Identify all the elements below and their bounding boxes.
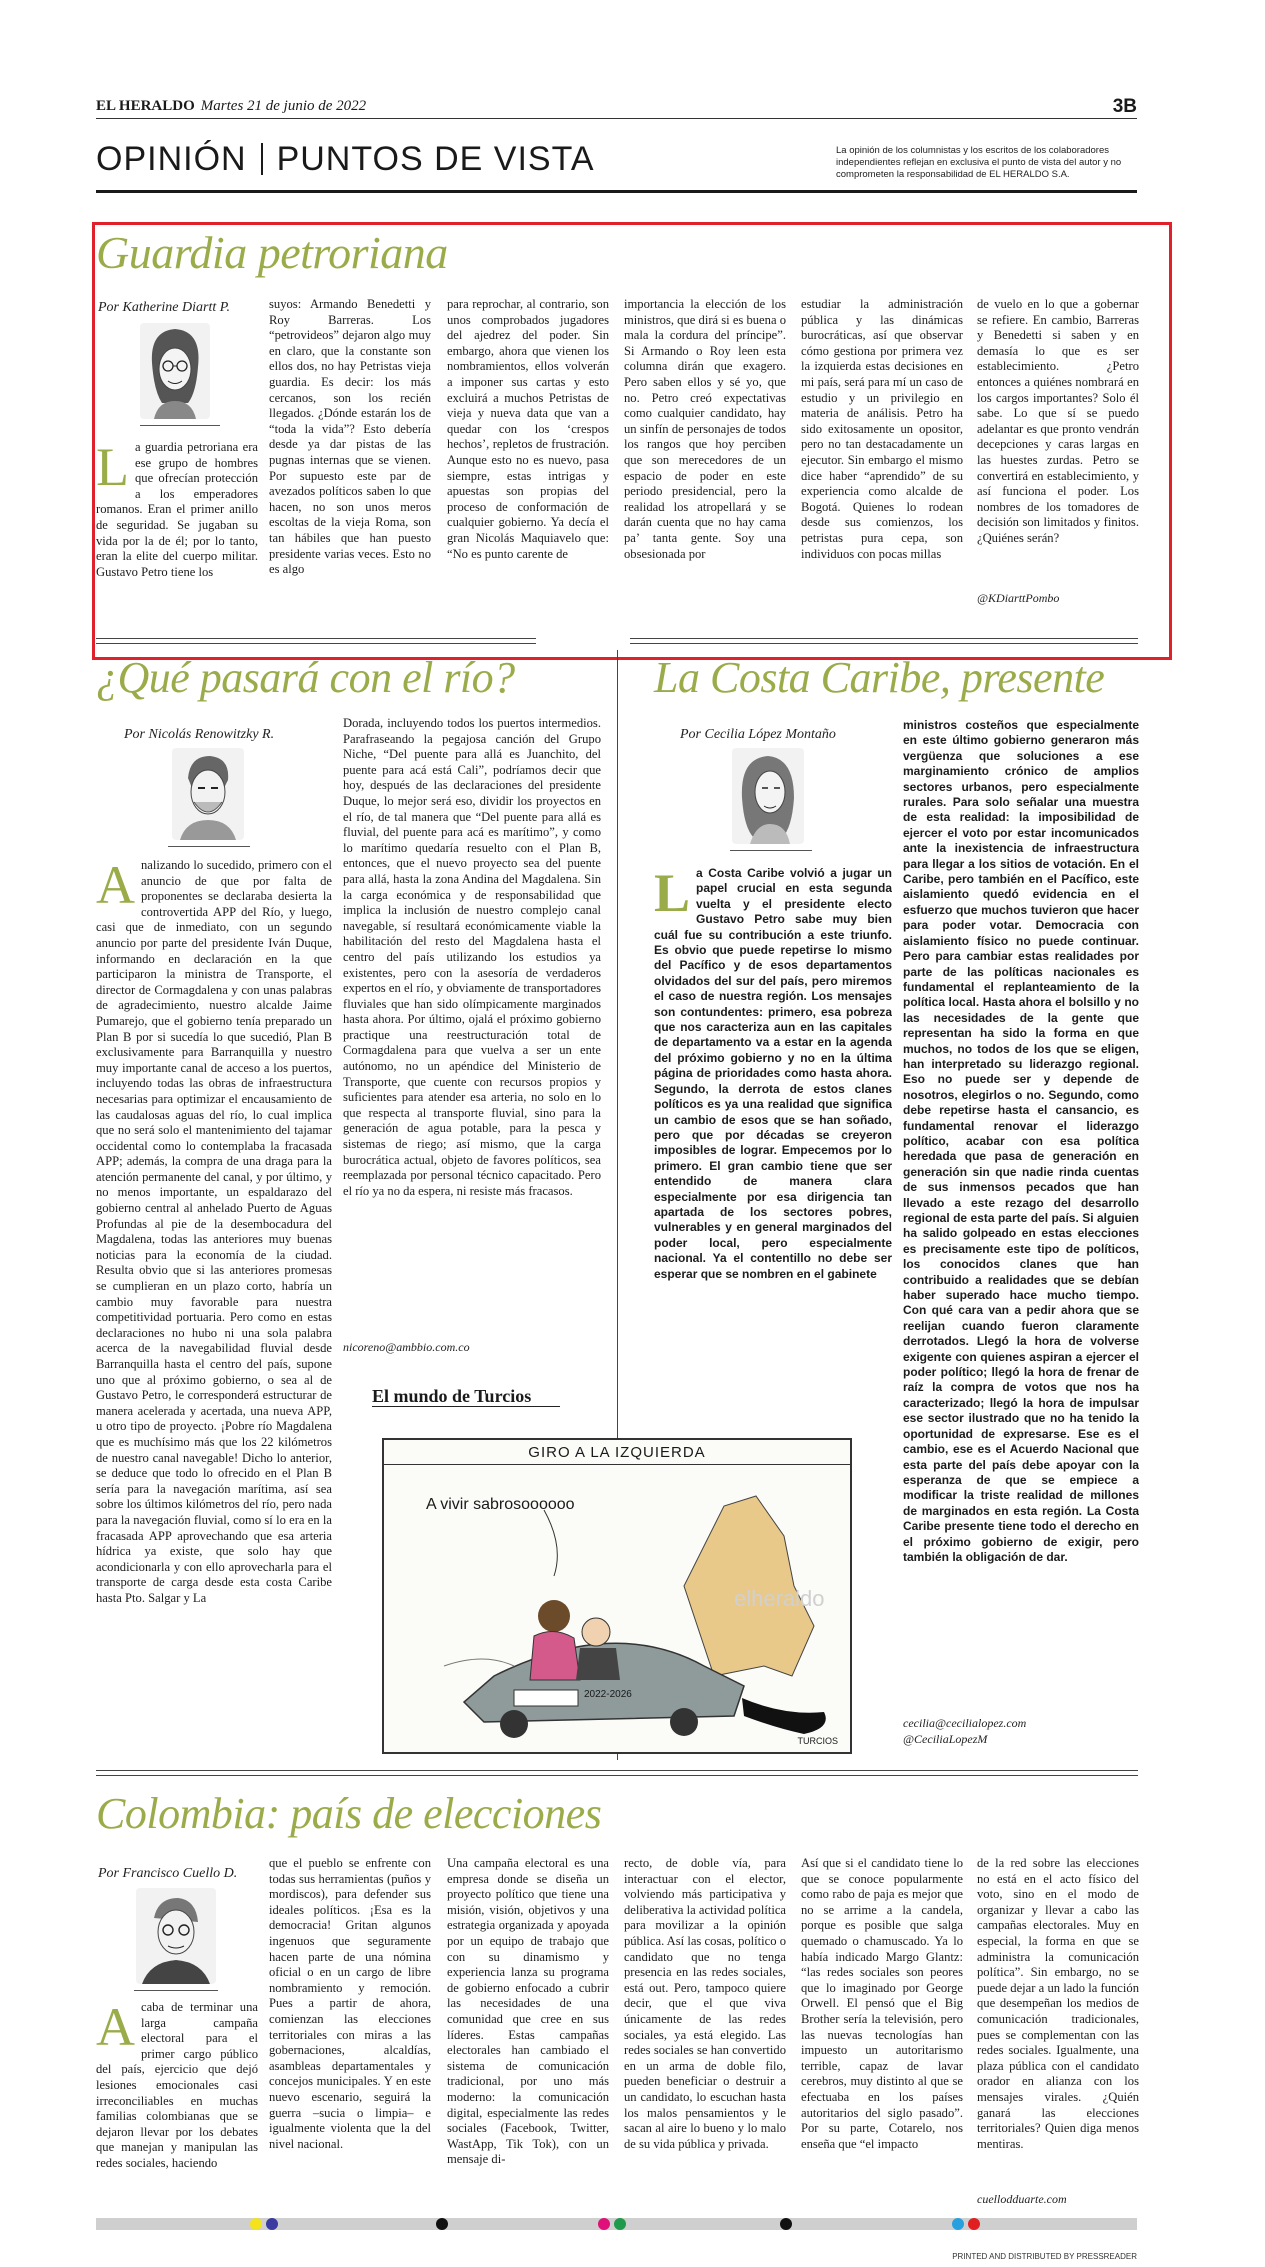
registration-dot-green xyxy=(614,2218,626,2230)
article1-col2: suyos: Armando Benedetti y Roy Barreras. Los “petrovideos” dejaron algo muy en claro, que la constante son ellos dos, no hay Petristas vieja guardia. Es decir: los más cercanos, son los recién llegados. ¿Dónde estarán los de “toda la vida”? Esto debería desde ya dar pistas de las pugnas internas que se vienen. Por supuesto este par de avezados políticos saben lo que hacen, no son unos meros escoltas de la vieja Roma, son tan hábiles que han puesto presidente varias veces. Esto no es algo xyxy=(269,297,431,577)
article2-byline-rule xyxy=(168,846,250,847)
article3-byline-rule xyxy=(730,850,812,851)
color-registration-bar xyxy=(96,2218,1137,2230)
article4-dropcap: A xyxy=(96,2000,135,2057)
article4-author-portrait xyxy=(136,1888,216,1984)
article4-col5: Así que si el candidato tiene lo que se conoce popularmente como rabo de paja es mejor que no se arrime a la candela, porque es posible que salga quemado o chamuscado. Ya lo había indicado Margo Glantz: “las redes sociales son peores que lo imaginado por George Orwell. El pensó que el Big Brother sería la televisión, pero las nuevas tecnologías han impuesto un autoritarismo terrible, capaz de lavar cerebros, muy distinto al que se efectuaba en los países autoritarios del siglo pasado”. Por su parte, Cotarelo, nos enseña que “el impacto xyxy=(801,1856,963,2151)
article4-byline: Por Francisco Cuello D. xyxy=(98,1866,238,1881)
article4-title: Colombia: país de elecciones xyxy=(96,1789,602,1838)
article3-end-rule xyxy=(96,1770,1138,1776)
article3-byline: Por Cecilia López Montaño xyxy=(680,727,836,742)
article4-col3: Una campaña electoral es una empresa donde se diseña un proyecto político que tiene una misión, visión, objetivos y una estrategia organizada y apoyada por un equipo de trabajo que con su dinamismo y experiencia lanza su programa de gobierno enfocado a cubrir las necesidades de una comunidad que cree en sus líderes. Estas campañas electorales han cambiado el sistema de comunicación tradicional, por uno más moderno: la comunicación digital, especialmente las redes sociales (Facebook, Twitter, WastApp, Tik Tok), con un mensaje di- xyxy=(447,1856,609,2167)
article1-byline: Por Katherine Diartt P. xyxy=(98,300,230,315)
disclaimer: La opinión de los columnistas y los escritos de los colaboradores independientes reflejan en exclusiva el punto de vista del autor y no comprometen la responsabilidad de EL HERALDO S.A. xyxy=(836,145,1122,180)
article2-title: ¿Qué pasará con el río? xyxy=(96,653,515,702)
article2-col2: Dorada, incluyendo todos los puertos intermedios. Parafraseando la pegajosa canción del Grupo Niche, “Del puente para allá es Juanchito, del puente para acá está Cali”, podríamos decir que hoy, después de las declaraciones del presidente Duque, lo mejor será eso, dividir los proyectos en el río, de tal manera que “Del puente para allá es fluvial, del puente para acá es marítimo”, y como lo marítimo quedaría resuelto con el Plan B, entonces, que el nuevo proyecto sea del puente para allá, hasta la zona Andina del Magdalena. Sin la carga económica y de responsabilidad que implica la inclusión de nuestro complejo canal navegable, sí resultará económicamente viable la habilitación del resto del Magdalena hasta el centro del país utilizando los estudios ya existentes, pero con la asesoría de verdaderos expertos en el río, y obviamente de transportadores fluviales que han sido olímpicamente marginados hasta ahora. Por último, ojalá el próximo gobierno practique una reestructuración total de Cormagdalena para que vuelva a ser un ente autónomo, no un apéndice del Ministerio de Transporte, que cuente con recursos propios y suficientes para atender esa arteria, no solo en lo que respecta al transporte fluvial, sino para la generación de agua potable, para la pesca y sistemas de riego; así mismo, que la carga burocrática actual, objeto de favores políticos, sea reemplazada por personal técnico capacitado. Pero el río ya no da espera, ni resiste más fracasos. xyxy=(343,716,601,1198)
section-puntos: PUNTOS DE VISTA xyxy=(276,140,595,178)
article1-col1: La guardia petroriana era ese grupo de hombres que ofrecían protección a los emperadores romanos. Eran el primer anillo de seguridad. Se jugaban su vida por la de él; por lo tanto, eran la elite del cuerpo militar. Gustavo Petro tiene los xyxy=(96,440,258,579)
article3-email: cecilia@cecilialopez.com xyxy=(903,1716,1027,1730)
cartoon-watermark: elheraldo xyxy=(734,1586,825,1611)
article1-col5: estudiar la administración pública y las dinámicas burocráticas, así que observar cómo gestiona por primera vez la izquierda estas decisiones en mi país, será para mí un caso de estudio y un privilegio en materia de análisis. Petro ha sido exitosamente un opositor, pero no tan destacadamente un ejecutor. Sin embargo el mismo dice haber “aprendido” de su experiencia como alcalde de Bogotá. Quienes lo rodean desde sus comienzos, los petristas pura cepa, son individuos con pocas millas xyxy=(801,297,963,561)
article1-author-portrait xyxy=(140,323,210,419)
registration-dot-black-2 xyxy=(780,2218,792,2230)
article4-email: cuellodduarte.com xyxy=(977,2192,1067,2206)
article1-title: Guardia petroriana xyxy=(96,227,448,278)
article3-title: La Costa Caribe, presente xyxy=(654,653,1105,702)
article4-col4: recto, de doble vía, para interactuar con el elector, volviendo más participativa y deliberativa la actividad política para movilizar a la opinión pública. Así las cosas, político o candidato que no tenga presencia en las redes sociales, está out. Pero, tampoco quiere decir, que el que viva únicamente de las redes sociales, ya está elegido. Las redes sociales se han convertido en un arma de doble filo, pueden beneficiar o destruir a un candidato, lo escuchan hasta los malos pensamientos y le sacan al aire lo bueno y lo malo de su vida pública y privada. xyxy=(624,1856,786,2151)
article3-dropcap: L xyxy=(654,866,691,923)
cartoon-plate: 2022-2026 xyxy=(584,1689,632,1700)
article4-col6: de la red sobre las elecciones no está en el acto físico del voto, sino en el modo de organizar y llevar a cabo las campañas electorales. Muy en especial, la forma en que se administra la comunicación política”. Sin embargo, no se puede dejar a un lado la función que desempeñan los medios de comunicación tradicionales, pues se complementan con las redes sociales. Igualmente, una plaza pública con el candidato orador en alianza con los mensajes virales. ¿Quién ganará las elecciones territoriales? Quien diga menos mentiras. xyxy=(977,1856,1139,2151)
issue-date: Martes 21 de junio de 2022 xyxy=(200,98,367,114)
cartoon-title-rule xyxy=(372,1406,560,1407)
article1-col4: importancia la elección de los ministros, que dirá si es buena o mala la cordura del príncipe”. Si Armando o Roy leen esta columna dirán que exagero. Pero saben ellos y sé yo, que no. Petro creó expectativas como cualquier candidato, hay un sinfín de personajes de todos los rangos que hoy perciben que son merecedores de un espacio de poder en este periodo presidencial, pero la realidad los atropellará y se darán cuenta que no hay cama pa’ tanta gente. Soy una obsesionada por xyxy=(624,297,786,561)
masthead xyxy=(96,98,366,115)
article2-byline: Por Nicolás Renowitzky R. xyxy=(124,727,275,742)
pressreader-notice: PRINTED AND DISTRIBUTED BY PRESSREADER xyxy=(952,2252,1137,2261)
cartoon-speech: A vivir sabrosoooooo xyxy=(426,1496,575,1513)
article4-col2: que el pueblo se enfrente con todas sus herramientas (puños y mordiscos), para defender sus ideales políticos. ¡Esa es la democracia! Gritan algunos ingenuos que seguramente hacen parte de una nómina oficial o en un cargo de libre nombramiento y remoción. Pues a partir de ahora, comienzan las elecciones territoriales con miras a las gobernaciones, alcaldías, asambleas departamentales y concejos municipales. Y en este nuevo escenario, seguirá la guerra –sucia o limpia– e igualmente violenta que la del nivel nacional. xyxy=(269,1856,431,2151)
top-rule xyxy=(96,118,1137,119)
registration-dot-black xyxy=(436,2218,448,2230)
cartoon-caption-rule xyxy=(384,1464,850,1465)
paper-name: EL HERALDO xyxy=(96,98,195,114)
article1-end-rule-left xyxy=(96,638,536,644)
article4-byline-rule xyxy=(134,1990,218,1991)
registration-dot-blue xyxy=(266,2218,278,2230)
registration-dot-yellow xyxy=(250,2218,262,2230)
section-rule xyxy=(96,190,1137,193)
article4-col1: Acaba de terminar una larga campaña electoral para el primer cargo público del país, ejercicio que dejó lesiones emocionales casi irreconciliables en muchas familias colombianas que se dejaron llevar por los debates que manejan y manipulan las redes sociales, haciendo xyxy=(96,2000,258,2170)
registration-dot-cyan xyxy=(952,2218,964,2230)
article2-author-portrait xyxy=(172,748,244,840)
article1-handle: @KDiarttPombo xyxy=(977,591,1060,605)
article1-byline-rule xyxy=(140,425,220,426)
article1-col3: para reprochar, al contrario, son unos comprobados jugadores del ajedrez del poder. Sin embargo, ahora que vienen los nombramientos, ellos volverán a imponer sus cartas y esto excluirá a muchos Petristas de vieja y nueva data que van a quedar con los ‘crespos hechos’, repletos de frustración. Aunque esto no es nuevo, pasa siempre, estas intrigas y apuestas son propias del proceso de conformación de cualquier gobierno. Ya decía el gran Nicolás Maquiavelo que: “No es punto carente de xyxy=(447,297,609,561)
registration-dot-magenta xyxy=(598,2218,610,2230)
cartoon xyxy=(382,1438,852,1754)
page-number: 3B xyxy=(1112,96,1137,117)
article3-col2: ministros costeños que especialmente en este último gobierno generaron más vergüenza que soluciones a ese marginamiento crónico de amplios sectores urbanos, pero especialmente rurales. Para solo señalar una muestra de esta realidad: la imposibilidad de ejercer el voto por estar incomunicados ante la inexistencia de infraestructura para llegar a los sitios de votación. En el Caribe, pero también en el Pacífico, este aislamiento quedó evidencia en el esfuerzo que muchos tuvieron que hacer para poder votar. Democracia con aislamiento físico no puede continuar. Pero para cambiar estas realidades por parte de las políticas nacionales es fundamental el replanteamiento de la política local. Hasta ahora el bolsillo y no las necesidades de la gente que representan ha sido la forma en que muchos, no todos de los que se eligen, han interpretado su liderazgo regional. Eso no puede ser y depende de nosotros, elegirlos o no. Segundo, como debe repetirse hasta el cansancio, es fundamental renovar el liderazgo político, acabar con esa política heredada que pasa de generación en generación sin que nadie rinda cuentas de sus inmensos pecados que han llevado a este rezago del desarrollo regional de esta parte del país. Si alguien ha salido golpeado en estas elecciones es precisamente este tipo de políticos, los conocidos clanes que han contribuido a realidades que se debían haber superado hace mucho tiempo. Con qué cara van a pedir ahora que se reelijan cuando fueron claramente derrotados. Llegó la hora de volverse exigente con quienes aspiran a ejercer el poder político; llegó la hora de frenar de raíz la compra de votos que nos ha caracterizado; llegó la hora de impulsar ese sector ilustrado que no ha tenido la oportunidad de expresarse. Ese es el cambio, ese es el Acuerdo Nacional que esta parte del país debe apoyar con la esperanza de que se empiece a modificar la triste realidad de millones de marginados en esta región. La Costa Caribe presente tiene todo el derecho en el próximo gobierno de exigir, pero también la obligación de dar. xyxy=(903,718,1139,1564)
article3-col1: La Costa Caribe volvió a jugar un papel crucial en esta segunda vuelta y el presidente electo Gustavo Petro sabe muy bien cuál fue su contribución a este triunfo. Es obvio que puede repetirse lo mismo del Pacífico y de esos departamentos olvidados del sur del país, pero miremos el caso de nuestra región. Los mensajes son contundentes: primero, esa pobreza que nos caracteriza aun en las capitales de departamento va a estar en la agenda del próximo gobierno y no en la última página de prioridades como hasta ahora. Segundo, la derrota de estos clanes políticos es ya una realidad que significa un cambio de esos que se han soñado, pero que por décadas se creyeron imposibles de lograr. Empecemos por lo primero. El gran cambio tiene que ser entendido de manera clara especialmente por esa dirigencia tan apartada de los sectores pobres, vulnerables y en general marginados del poder local, pero especialmente nacional. Ya el contentillo no debe ser esperar que se nombren en el gabinete xyxy=(654,866,892,1281)
cartoon-signature: TURCIOS xyxy=(797,1736,838,1746)
article1-dropcap: L xyxy=(96,440,129,497)
registration-dot-red xyxy=(968,2218,980,2230)
article2-col1: Analizando lo sucedido, primero con el anuncio de que por falta de proponentes se declaraba desierta la controvertida APP del Río, y luego, casi que de inmediato, con un segundo anuncio por parte del presidente Iván Duque, informando en declaración en la que participaron la ministra de Transporte, el director de Cormagdalena y con unas palabras de agradecimiento, nuestro alcalde Jaime Pumarejo, que el gobierno tenía preparado un Plan B por si sucedía lo que sucedió, Plan B exclusivamente para Barranquilla y nuestro muy importante canal de acceso a los puertos, incluyendo todas las obras de infraestructura necesarias para optimizar el encausamiento de las caudalosas aguas del río, lo cual implica que no será solo el mantenimiento del tajamar occidental como lo contemplaba la fracasada APP; además, la compra de una draga para la atención permanente del canal, y por último, y no menos importante, un espaldarazo del gobierno central al anhelado Puerto de Aguas Profundas al pie de la desembocadura del Magdalena, todas las anteriores muy buenas noticias para la economía de la ciudad. Resulta obvio que si las anteriores promesas se cumplieran en un plazo corto, habría un cambio muy favorable para nuestra competitividad portuaria. Pero como en estas declaraciones no hubo ni una sola palabra acerca de la navegabilidad fluvial desde Barranquilla hasta el centro del país, supone uno que al próximo gobierno, o sea al de Gustavo Petro, le corresponderá estructurar de manera acelerada y acertada, una nueva APP, u otro tipo de proyecto. ¡Pobre río Magdalena que es muchísimo más que los 22 kilómetros de nuestro canal navegable! Dicho lo anterior, se deduce que todo lo ofrecido en el Plan B sería para la navegación marítima, así sea sobre los últimos kilómetros del río, pero nada para la navegación fluvial, como sí lo era en la fracasada APP aprovechando que esa arteria hídrica ya existe, que solo hay que acondicionarla y con ello aprovecharla para el transporte de carga desde esta costa Caribe hasta Pto. Salgar y La xyxy=(96,858,332,1605)
section-title xyxy=(96,140,595,179)
article1-end-rule-right xyxy=(630,638,1138,644)
cartoon-caption: GIRO A LA IZQUIERDA xyxy=(528,1444,706,1461)
article3-handle: @CeciliaLopezM xyxy=(903,1732,988,1746)
article2-email: nicoreno@ambbio.com.co xyxy=(343,1340,470,1354)
section-separator xyxy=(261,143,263,175)
article3-author-portrait xyxy=(732,748,804,844)
section-opinion: OPINIÓN xyxy=(96,140,247,178)
cartoon-section-title: El mundo de Turcios xyxy=(372,1386,532,1406)
article1-col6: de vuelo en lo que a gobernar se refiere. En cambio, Barreras y Benedetti si saben y en demasía lo que es ser establecimiento. ¿Petro entonces a quiénes nombrará en los cargos importantes? Solo él sabe. Lo que sí se puedo adelantar es que pronto vendrán decepciones y caras largas en las huestes zurdas. Petro se convertirá en establecimiento, y así funciona el poder. Los nombres de los tomadores de decisión son limitados y finitos. ¿Quiénes serán? xyxy=(977,297,1139,545)
article2-dropcap: A xyxy=(96,858,135,915)
